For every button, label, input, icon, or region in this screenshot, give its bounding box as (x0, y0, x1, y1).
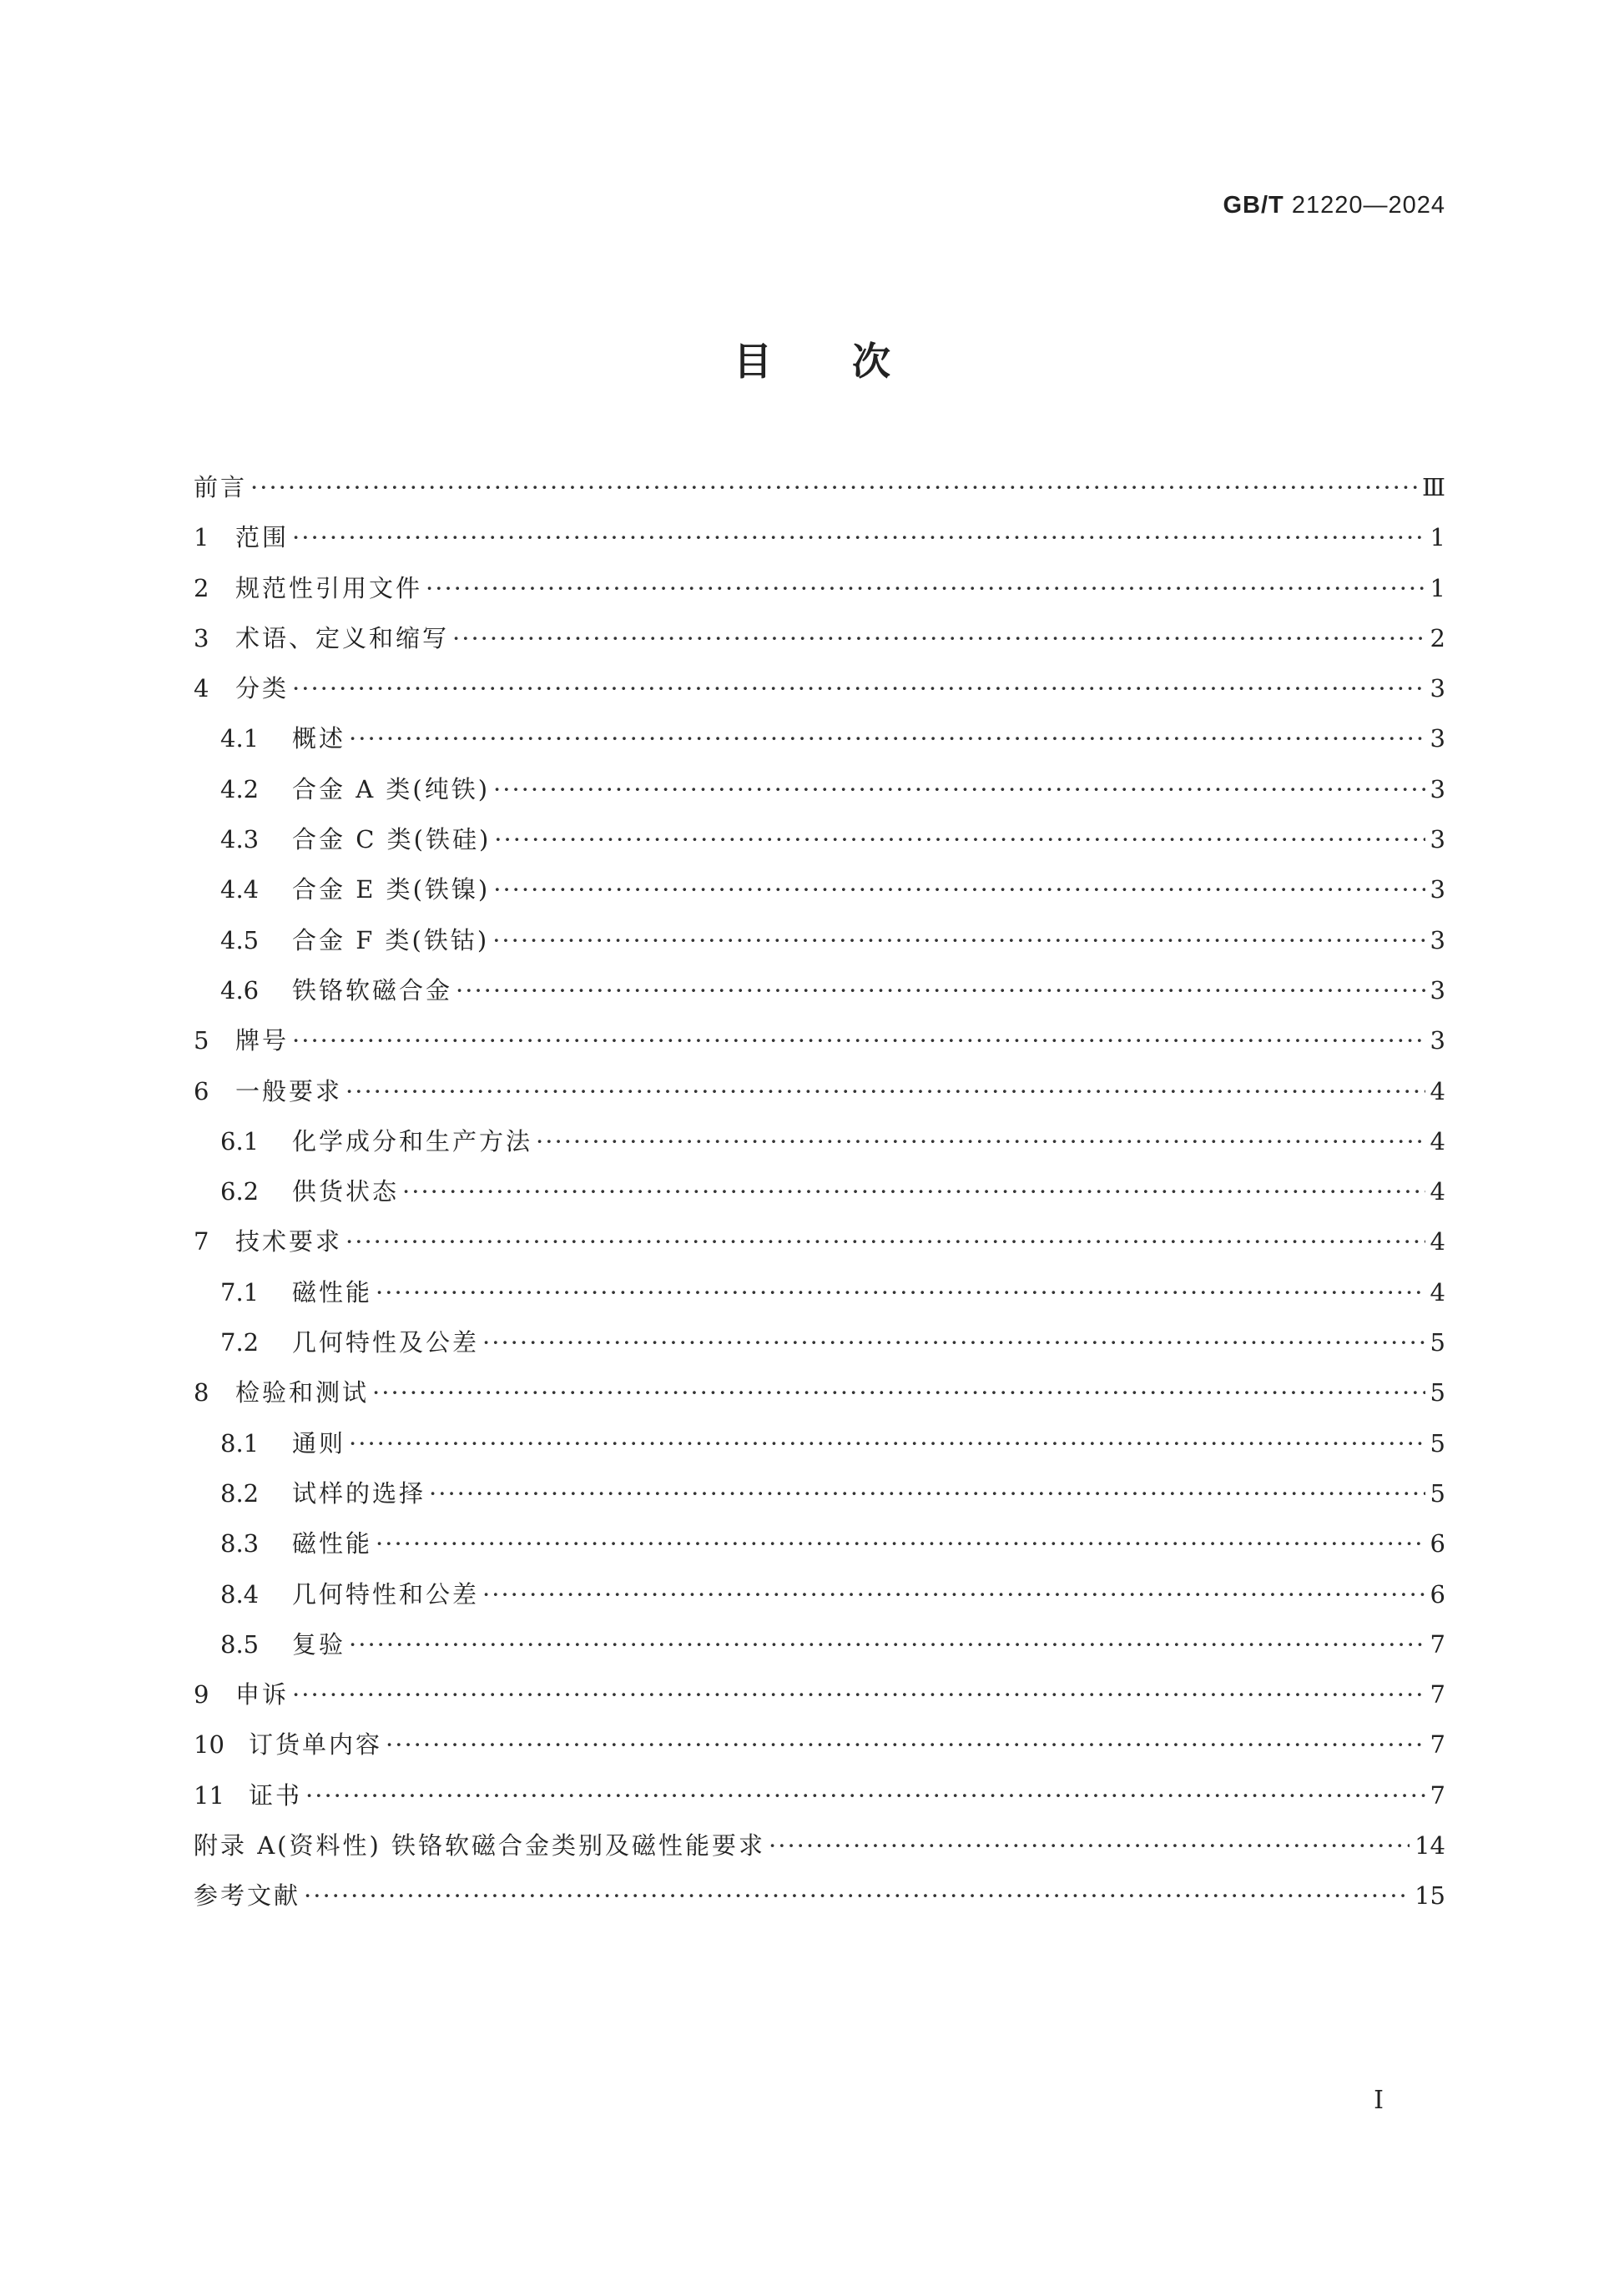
toc-entry-label: 复验 (292, 1629, 346, 1659)
toc-leader-dots (493, 864, 1425, 914)
toc-entry-page: Ⅲ (1422, 473, 1445, 501)
toc-entry-page: 5 (1430, 1478, 1445, 1508)
toc-entry-label: 磁性能 (292, 1529, 373, 1558)
toc-entry[interactable] (194, 814, 1445, 864)
toc-leader-dots (345, 1066, 1425, 1116)
toc-entry-number: 6.1 (220, 1126, 260, 1156)
toc-entry-label: 前言 (194, 473, 248, 501)
toc-entry-page: 4 (1430, 1227, 1445, 1256)
page-number: I (1374, 2086, 1384, 2115)
toc-entry-page: 3 (1430, 975, 1445, 1004)
toc-leader-dots (452, 613, 1425, 663)
toc-leader-dots (349, 713, 1425, 763)
toc-entry-number: 4.2 (220, 774, 260, 803)
page-title (0, 332, 1624, 390)
title-char-2: 次 (852, 339, 890, 384)
toc-entry-number: 8.1 (220, 1428, 260, 1458)
toc-leader-dots (372, 1367, 1425, 1417)
toc-entry-page: 6 (1430, 1529, 1445, 1558)
toc-entry-number: 1 (194, 523, 209, 552)
toc-entry-label: 证书 (249, 1780, 303, 1810)
standard-number: 21220—2024 (1291, 192, 1445, 219)
toc-leader-dots (305, 1770, 1425, 1820)
toc-entry-label: 术语、定义和缩写 (235, 623, 450, 652)
toc-leader-dots (482, 1317, 1425, 1367)
toc-entry-page: 1 (1430, 573, 1445, 602)
toc-entry-number: 6 (194, 1076, 209, 1105)
toc-entry-label: 检验和测试 (235, 1378, 370, 1407)
toc-entry[interactable] (194, 1166, 1445, 1216)
toc-leader-dots (345, 1216, 1425, 1266)
toc-entry-label: 合金 E 类(铁镍) (292, 875, 491, 904)
toc-entry-page: 5 (1430, 1328, 1445, 1357)
toc-entry-label: 规范性引用文件 (235, 573, 423, 602)
toc-entry-label: 概述 (292, 724, 346, 753)
toc-entry-page: 4 (1430, 1177, 1445, 1206)
toc-entry-label: 试样的选择 (292, 1478, 426, 1508)
toc-entry-label: 供货状态 (292, 1177, 400, 1206)
toc-entry-page: 1 (1430, 523, 1445, 552)
toc-entry[interactable] (194, 462, 1445, 512)
toc-leader-dots (402, 1166, 1425, 1216)
toc-entry-label: 通则 (292, 1428, 346, 1458)
toc-leader-dots (492, 915, 1425, 965)
toc-leader-dots (292, 1015, 1425, 1065)
title-char-1: 目 (734, 339, 772, 384)
toc-entry-number: 8.2 (220, 1478, 260, 1508)
toc-entry[interactable] (194, 1669, 1445, 1719)
toc-entry-page: 2 (1430, 623, 1445, 652)
standard-code (1223, 192, 1446, 219)
toc-leader-dots (250, 462, 1417, 512)
toc-leader-dots (386, 1719, 1425, 1770)
toc-entry-label: 申诉 (235, 1680, 290, 1709)
toc-entry-label: 几何特性和公差 (292, 1579, 480, 1609)
toc-entry-label: 分类 (235, 674, 290, 703)
toc-entry-label: 牌号 (235, 1026, 290, 1055)
toc-entry[interactable] (194, 1468, 1445, 1518)
toc-entry[interactable] (194, 663, 1445, 713)
toc-entry-page: 3 (1430, 774, 1445, 803)
toc-entry-number: 8.3 (220, 1529, 260, 1558)
toc-leader-dots (304, 1871, 1410, 1921)
toc-entry-page: 3 (1430, 825, 1445, 854)
toc-leader-dots (456, 965, 1425, 1015)
toc-entry-label: 范围 (235, 523, 290, 552)
toc-entry-number: 7.1 (220, 1277, 260, 1307)
toc-entry-number: 11 (194, 1780, 224, 1810)
toc-entry[interactable] (194, 1216, 1445, 1266)
toc-entry-number: 9 (194, 1680, 209, 1709)
toc-entry-page: 4 (1430, 1126, 1445, 1156)
toc-entry-number: 3 (194, 623, 209, 652)
toc-leader-dots (482, 1569, 1425, 1619)
toc-entry-number: 4.5 (220, 925, 260, 954)
toc-leader-dots (349, 1418, 1425, 1468)
toc-entry[interactable] (194, 713, 1445, 763)
toc-entry-label: 合金 C 类(铁硅) (292, 825, 492, 854)
toc-entry-page: 6 (1430, 1579, 1445, 1609)
toc-leader-dots (292, 1669, 1425, 1719)
toc-entry[interactable] (194, 1770, 1445, 1820)
toc-entry[interactable] (194, 1015, 1445, 1065)
standard-prefix: GB/T (1223, 192, 1284, 219)
toc-leader-dots (349, 1619, 1425, 1669)
toc-leader-dots (429, 1468, 1425, 1518)
toc-entry[interactable] (194, 965, 1445, 1015)
toc-leader-dots (536, 1116, 1425, 1166)
toc-entry-page: 3 (1430, 674, 1445, 703)
toc-entry[interactable] (194, 1267, 1445, 1317)
toc-entry[interactable] (194, 1719, 1445, 1770)
toc-entry-page: 14 (1415, 1831, 1445, 1860)
toc-entry[interactable] (194, 1518, 1445, 1568)
table-of-contents (194, 462, 1445, 1921)
toc-entry-label: 合金 F 类(铁钴) (292, 925, 490, 954)
toc-entry-number: 2 (194, 573, 209, 602)
toc-entry-number: 4.3 (220, 825, 260, 854)
toc-leader-dots (292, 663, 1425, 713)
toc-entry[interactable] (194, 1820, 1445, 1871)
toc-entry-label: 附录 A(资料性) 铁铬软磁合金类别及磁性能要求 (194, 1831, 766, 1860)
toc-entry-number: 4 (194, 674, 209, 703)
toc-entry-number: 8 (194, 1378, 209, 1407)
toc-entry[interactable] (194, 864, 1445, 914)
toc-entry-page: 5 (1430, 1428, 1445, 1458)
toc-entry-number: 4.4 (220, 875, 260, 904)
toc-entry[interactable] (194, 1619, 1445, 1669)
toc-entry-page: 3 (1430, 724, 1445, 753)
toc-entry-number: 8.5 (220, 1629, 260, 1659)
toc-entry-number: 7 (194, 1227, 209, 1256)
toc-leader-dots (292, 512, 1425, 562)
toc-entry-number: 6.2 (220, 1177, 260, 1206)
toc-entry[interactable] (194, 563, 1445, 613)
toc-entry-page: 7 (1430, 1730, 1445, 1760)
toc-entry-label: 合金 A 类(纯铁) (292, 774, 491, 803)
toc-entry-page: 3 (1430, 875, 1445, 904)
toc-entry-label: 化学成分和生产方法 (292, 1126, 533, 1156)
toc-entry-page: 4 (1430, 1277, 1445, 1307)
toc-entry-page: 4 (1430, 1076, 1445, 1105)
toc-entry-label: 订货单内容 (249, 1730, 383, 1760)
toc-entry-label: 参考文献 (194, 1881, 301, 1911)
toc-entry-number: 10 (194, 1730, 224, 1760)
toc-entry-number: 4.6 (220, 975, 260, 1004)
toc-entry[interactable] (194, 764, 1445, 814)
toc-leader-dots (494, 814, 1425, 864)
toc-entry-page: 15 (1415, 1881, 1445, 1911)
toc-entry[interactable] (194, 1066, 1445, 1116)
toc-entry-label: 一般要求 (235, 1076, 343, 1105)
toc-entry-number: 4.1 (220, 724, 260, 753)
toc-entry[interactable] (194, 1317, 1445, 1367)
toc-leader-dots (769, 1820, 1410, 1871)
toc-entry[interactable] (194, 1569, 1445, 1619)
toc-entry[interactable] (194, 1367, 1445, 1417)
toc-entry[interactable] (194, 1871, 1445, 1921)
toc-entry-page: 7 (1430, 1680, 1445, 1709)
toc-entry-number: 7.2 (220, 1328, 260, 1357)
toc-entry[interactable] (194, 1116, 1445, 1166)
toc-leader-dots (426, 563, 1425, 613)
toc-entry-label: 铁铬软磁合金 (292, 975, 453, 1004)
toc-entry[interactable] (194, 613, 1445, 663)
toc-entry-number: 8.4 (220, 1579, 260, 1609)
toc-entry-number: 5 (194, 1026, 209, 1055)
toc-entry-page: 3 (1430, 925, 1445, 954)
toc-entry[interactable] (194, 915, 1445, 965)
toc-entry-label: 磁性能 (292, 1277, 373, 1307)
toc-leader-dots (376, 1518, 1425, 1568)
toc-entry-page: 3 (1430, 1026, 1445, 1055)
toc-entry-page: 7 (1430, 1780, 1445, 1810)
toc-entry-page: 5 (1430, 1378, 1445, 1407)
toc-entry-label: 几何特性及公差 (292, 1328, 480, 1357)
toc-leader-dots (376, 1267, 1425, 1317)
toc-entry[interactable] (194, 512, 1445, 562)
toc-entry-page: 7 (1430, 1629, 1445, 1659)
toc-leader-dots (493, 764, 1425, 814)
toc-entry-label: 技术要求 (235, 1227, 343, 1256)
toc-entry[interactable] (194, 1418, 1445, 1468)
